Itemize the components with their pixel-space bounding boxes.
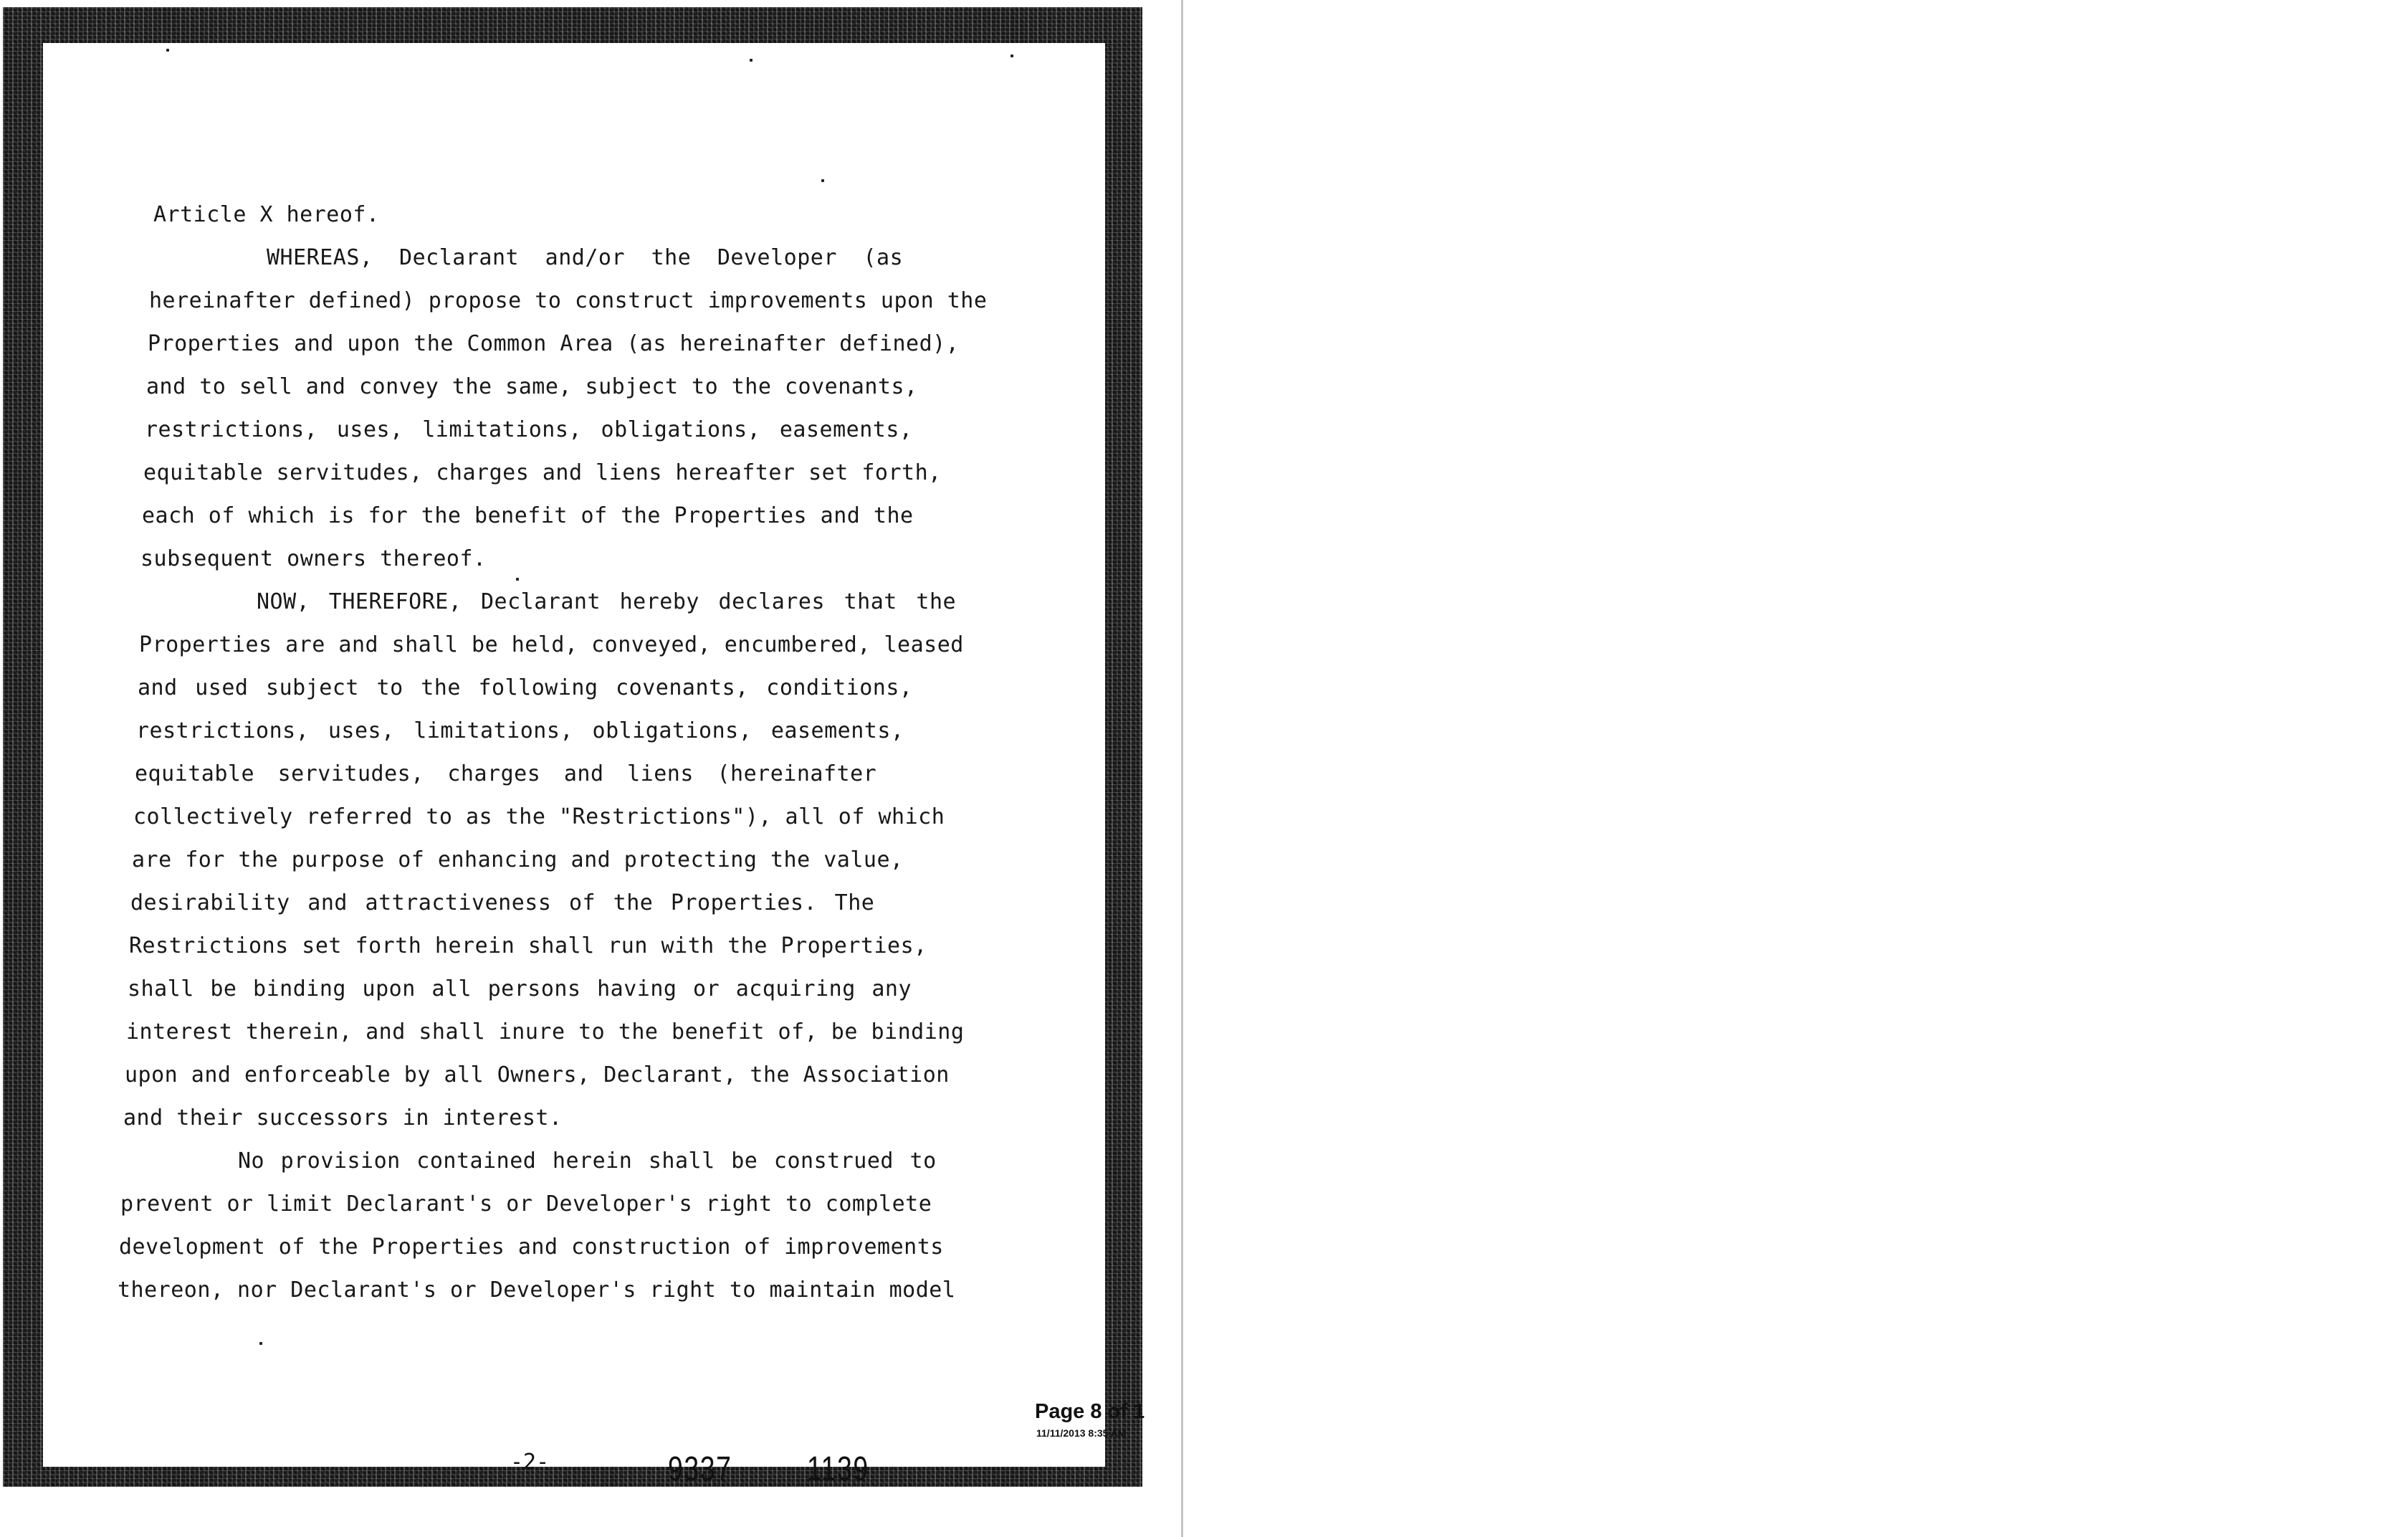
document-line: hereinafter defined) propose to construct improvements upon the [149, 288, 988, 313]
document-line: prevent or limit Declarant's or Developer's right to complete [120, 1191, 932, 1217]
document-line: restrictions, uses, limitations, obligations, easements, [145, 417, 913, 442]
scan-speck [1010, 54, 1013, 57]
book-number: 9337 [668, 1450, 732, 1488]
page-stamp: Page 8 of 1 [1035, 1400, 1145, 1423]
document-line: equitable servitudes, charges and liens (hereinafter [135, 761, 877, 786]
document-line: Properties are and shall be held, conveyed, encumbered, leased [139, 632, 964, 657]
document-line: are for the purpose of enhancing and protecting the value, [132, 847, 904, 872]
document-line: Properties and upon the Common Area (as hereinafter defined), [148, 331, 960, 356]
scan-speck [166, 49, 169, 52]
scan-speck [259, 1342, 262, 1345]
stamp-datetime: 11/11/2013 8:35 AM [1036, 1427, 1127, 1439]
scan-speck [516, 578, 519, 581]
document-line: and their successors in interest. [123, 1105, 563, 1131]
page-paper [43, 43, 1145, 1488]
page-number: -2- [510, 1450, 550, 1475]
document-line: subsequent owners thereof. [140, 546, 487, 571]
viewer-divider [1181, 0, 1183, 1537]
scanned-page [3, 7, 1145, 1488]
document-line: development of the Properties and construction of improvements [119, 1234, 944, 1260]
scan-speck [750, 59, 752, 62]
document-line: equitable servitudes, charges and liens hereafter set forth, [143, 460, 942, 485]
document-line: shall be binding upon all persons having or acquiring any [128, 976, 912, 1001]
document-line: restrictions, uses, limitations, obligations, easements, [136, 718, 904, 743]
document-line: Article X hereof. [153, 202, 380, 227]
page-reference: 1139 [807, 1450, 869, 1488]
document-line: WHEREAS, Declarant and/or the Developer (as [267, 245, 904, 270]
document-line: NOW, THEREFORE, Declarant hereby declares that the [257, 589, 957, 614]
document-line: each of which is for the benefit of the Properties and the [142, 503, 914, 528]
document-line: and to sell and convey the same, subject to the covenants, [146, 374, 918, 399]
document-line: and used subject to the following covenants, conditions, [138, 675, 913, 700]
scan-speck [821, 179, 824, 182]
document-line: Restrictions set forth herein shall run with the Properties, [129, 933, 927, 958]
document-line: upon and enforceable by all Owners, Declarant, the Association [125, 1062, 950, 1088]
document-line: interest therein, and shall inure to the benefit of, be binding [126, 1019, 965, 1045]
document-line: thereon, nor Declarant's or Developer's right to maintain model [118, 1277, 956, 1303]
document-line: collectively referred to as the "Restrictions"), all of which [133, 804, 945, 829]
document-line: No provision contained herein shall be construed to [238, 1148, 937, 1174]
document-line: desirability and attractiveness of the Properties. The [130, 890, 875, 915]
